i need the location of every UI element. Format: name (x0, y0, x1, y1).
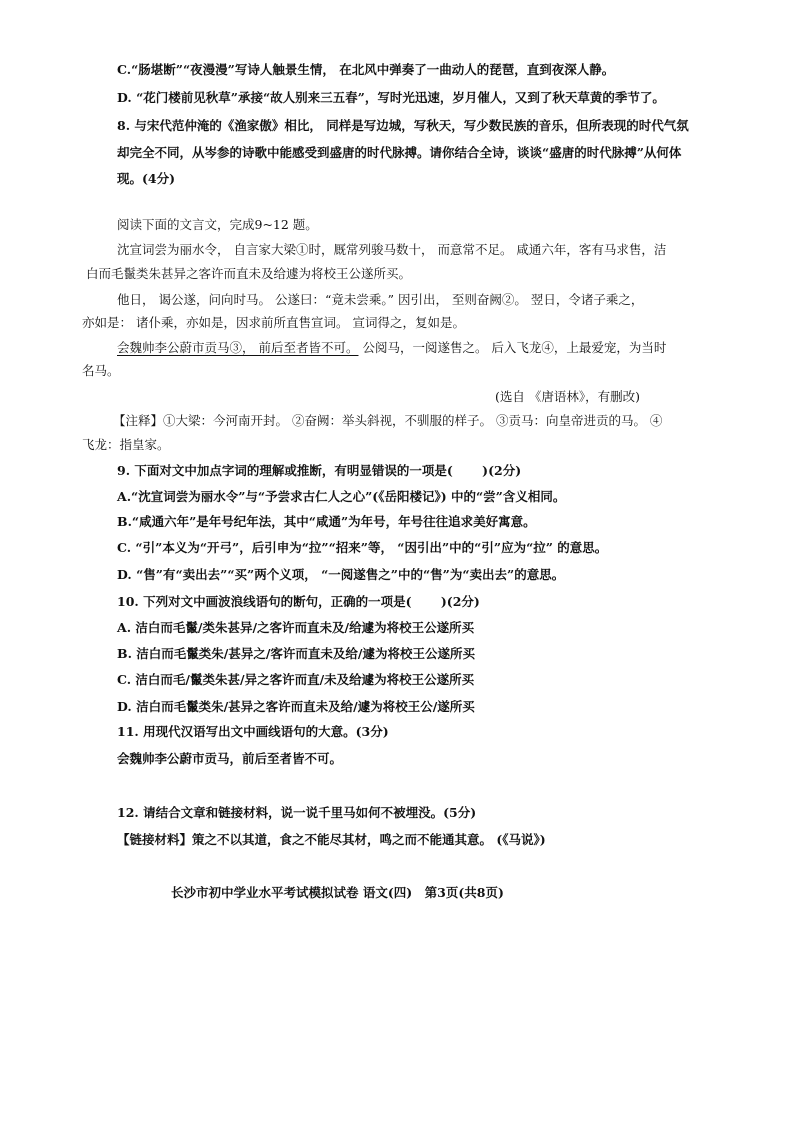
underlined-sentence: 会魏帅李公蔚市贡马③， 前后至者皆不可。 (117, 340, 359, 355)
annotation-line-1: 【注释】①大梁：今河南开封。 ②奋阙：举头斜视，不驯服的样子。 ③贡马：向皇帝进贡的马。 ④ (113, 413, 663, 428)
passage-paragraph-3-line-2: 名马。 (82, 363, 120, 378)
question-10-option-a: A. 洁白而毛鬣/类朱甚异/之客许而直未及/给遽为将校王公遂所买 (117, 620, 475, 635)
question-8-line-2: 却完全不同，从岑参的诗歌中能感受到盛唐的时代脉搏。请你结合全诗，谈谈“盛唐的时代脉搏”从何体 (117, 145, 682, 160)
reading-instruction: 阅读下面的文言文，完成9~12 题。 (117, 217, 318, 232)
question-8-line-3: 现。(4分) (117, 171, 176, 186)
question-8-line-1: 8. 与宋代范仲淹的《渔家傲》相比， 同样是写边城，写秋天，写少数民族的音乐，但所表现的时代气氛 (117, 118, 689, 133)
question-10-option-b: B. 洁白而毛鬣类朱/甚异之/客许而直未及给/遽为将校王公遂所买 (117, 646, 475, 661)
passage-source: (选自 《唐语林》，有删改) (495, 389, 640, 404)
question-9-option-a: A.“沈宣词尝为丽水令”与“予尝求古仁人之心”(《岳阳楼记》) 中的“尝”含义相同。 (117, 489, 566, 504)
passage-paragraph-1-line-1: 沈宣词尝为丽水令， 自言家大梁①时，厩常列骏马数十， 而意常不足。 咸通六年，客有马求售，洁 (117, 242, 667, 257)
passage-paragraph-1-line-2: 白而毛鬣类朱甚异之客许而直未及给遽为将校王公遂所买。 (86, 266, 412, 281)
passage-paragraph-3-rest: 公阅马，一阅遂售之。 后入飞龙④，上最爱宠，为当时 (358, 340, 667, 355)
question-10: 10. 下列对文中画波浪线语句的断句，正确的一项是( )(2分) (117, 594, 480, 609)
question-9: 9. 下面对文中加点字词的理解或推断，有明显错误的一项是( )(2分) (117, 463, 522, 478)
question-11-sentence: 会魏帅李公蔚市贡马，前后至者皆不可。 (117, 751, 343, 766)
passage-paragraph-3-line-1 (117, 340, 666, 356)
annotation-line-2: 飞龙：指皇家。 (82, 437, 170, 452)
question-12: 12. 请结合文章和链接材料，说一说千里马如何不被埋没。(5分) (117, 805, 477, 820)
passage-paragraph-2-line-2: 亦如是： 诸仆乘，亦如是，因求前所直售宣词。 宣词得之，复如是。 (82, 315, 465, 330)
question-10-option-c: C. 洁白而毛/鬣类朱甚/异之客许而直/未及给遽为将校王公遂所买 (117, 672, 475, 687)
question-9-option-b: B.“咸通六年”是年号纪年法，其中“咸通”为年号，年号往往追求美好寓意。 (117, 514, 536, 529)
question-9-option-d: D. “售”有“卖出去”“买”两个义项， “一阅遂售之”中的“售”为“卖出去”的意思。 (117, 567, 565, 582)
question-9-option-c: C. “引”本义为“开弓”，后引申为“拉”“招来”等， “因引出”中的“引”应为“拉” 的意思。 (117, 540, 608, 555)
question-10-option-d: D. 洁白而毛鬣类朱/甚异之客许而直未及给/遽为将校王公/遂所买 (117, 699, 475, 714)
question-11: 11. 用现代汉语写出文中画线语句的大意。(3分) (117, 724, 389, 739)
passage-paragraph-2-line-1: 他日， 谒公遂，问向时马。 公遂曰：“竟未尝乘。” 因引出， 至则奋阙②。 翌日，令诸子乘之， (117, 292, 644, 307)
page-footer: 长沙市初中学业水平考试模拟试卷 语文(四) 第3页(共8页) (171, 885, 504, 900)
link-material: 【链接材料】策之不以其道，食之不能尽其材，鸣之而不能通其意。 (《马说》) (117, 832, 546, 847)
question-7-option-d: D. “花门楼前见秋草”承接“故人别来三五春”，写时光迅速，岁月催人，又到了秋天草黄的季节了。 (117, 90, 665, 105)
question-7-option-c: C.“肠堪断”“夜漫漫”写诗人触景生情， 在北风中弹奏了一曲动人的琵琶，直到夜深人静。 (117, 62, 615, 77)
